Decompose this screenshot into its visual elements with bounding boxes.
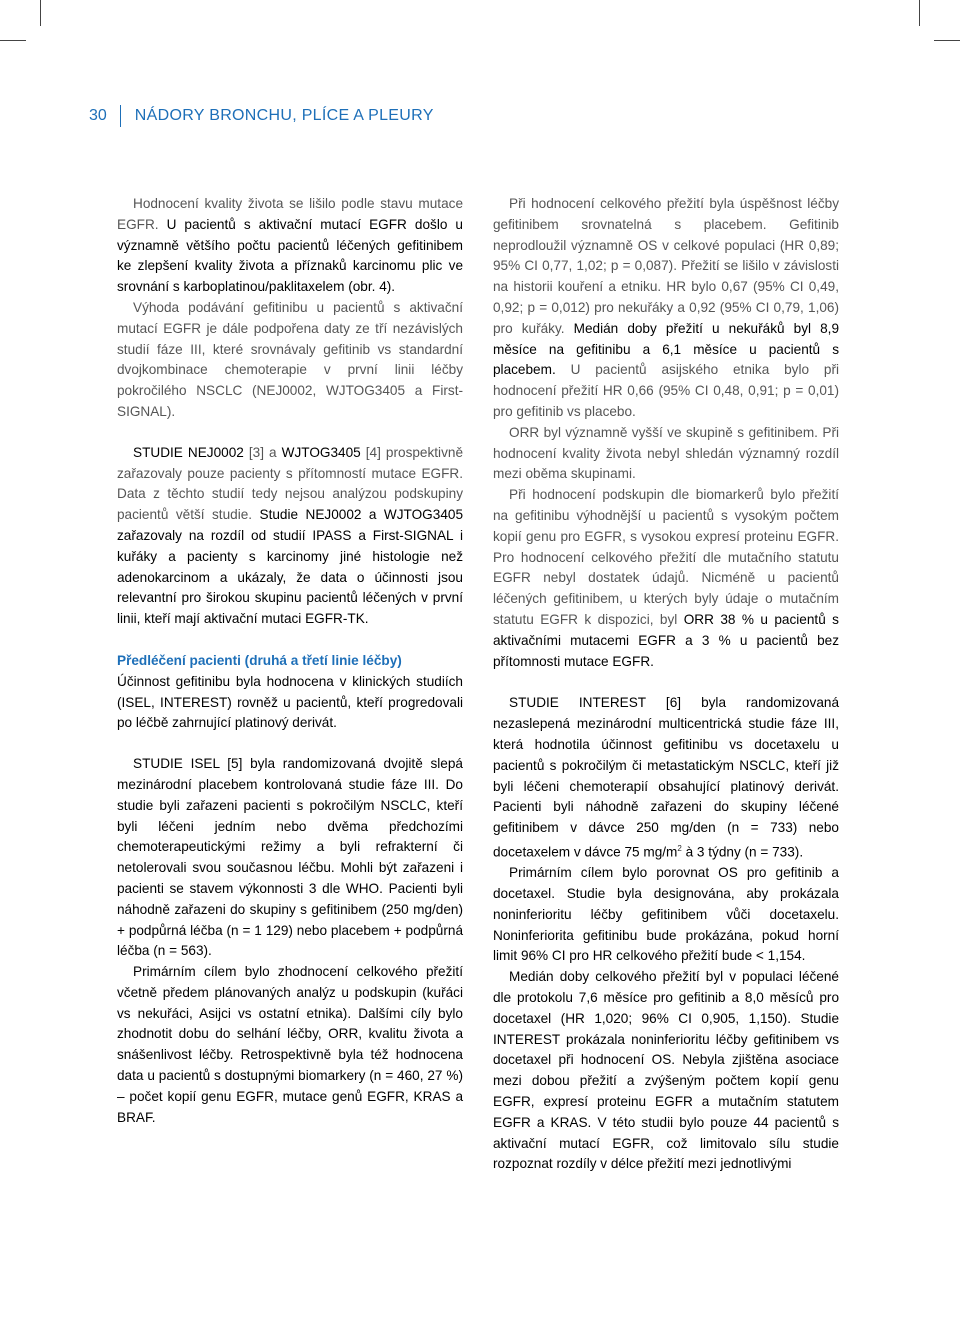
header-divider	[120, 105, 121, 127]
crop-mark-top-left-h	[0, 40, 26, 41]
study-name-isel: STUDIE ISEL	[133, 756, 220, 772]
study-name-interest: STUDIE INTEREST	[509, 695, 646, 711]
text-span: [5] byla randomizovaná dvojitě slepá mezinárodní placebem kontrolovaná studie fáze III. Do studie byli zařazeni pacienti s pokročilým NSCLC, kteří byli léčeni jedním nebo dvěma předchozími chemoterapeutickými režimy a byli refrakterní či netolerovali svou současnou léčbu. Mohli být zařazeni i pacienti se stavem výkonnosti 3 dle WHO. Pacienti byli náhodně zařazeni do skupiny s gefitinibem (250 mg/den) + podpůrná léčba (n = 1 129) nebo placebem + podpůrná léčba (n = 563).	[117, 756, 463, 959]
paragraph-interest	[493, 693, 839, 863]
text-span: Při hodnocení podskupin dle biomarkerů bylo přežití na gefitinibu výhodnější u pacientů s vysokým počtem kopií genu pro EGFR, s vysokou expresí proteinu EGFR. Pro hodnocení celkového přežití dle mutačního statutu EGFR nebyl dostatek údajů. Nicméně u pacientů léčených gefitinibem, u kterých byly údaje o mutačním statutu EGFR k dispozici, byl	[493, 487, 839, 627]
left-column	[117, 194, 463, 1128]
paragraph-overall-survival	[493, 194, 839, 423]
text-span: Hodnocení kvality života se lišilo podle stavu mutace EGFR.	[117, 196, 463, 232]
text-span: Při hodnocení celkového přežití byla úspěšnost léčby gefitinibem srovnatelná s placebem.	[493, 196, 839, 232]
paragraph-median-survival: Medián doby celkového přežití byl v populaci léčené dle protokolu 7,6 měsíce pro gefitinib a 8,0 měsíců pro docetaxel (HR 1,020; 96% CI 0,905, 1,150). Studie INTEREST prokázala noninferioritu léčby gefitinibem vs docetaxel při hodnocení OS. Nebyla zjištěna asociace mezi dobou přežití a zvýšeným počtem kopií genu EGFR, expresí proteinu EGFR a mutačním statutem EGFR a KRAS. V této studii bylo pouze 44 pacientů s aktivační mutací EGFR, což limitovalo sílu studie rozpoznat rozdíly v délce přežití mezi jednotlivými	[493, 969, 839, 1172]
text-span: [6] byla randomizovaná nezaslepená mezinárodní multicentrická studie fáze III, která hodnotila účinnost gefitinibu vs docetaxelu u pacientů s pokročilým či metastatickým NSCLC, kteří již byli léčeni chemoterapií obsahující platinový derivát. Pacienti byli náhodně zařazeni do skupiny léčené gefitinibem v dávce 250 mg/den (n = 733) nebo docetaxelem v dávce 75 mg/m	[493, 695, 839, 860]
crop-mark-top-right	[919, 0, 920, 26]
page-number: 30	[89, 107, 107, 124]
paragraph-efficacy: Účinnost gefitinibu byla hodnocena v klinických studiích (ISEL, INTEREST) rovněž u pacientů, kteří progredovali po léčbě zahrnující platinový derivát.	[117, 673, 463, 731]
running-header	[89, 104, 434, 128]
right-column	[493, 194, 839, 1175]
superscript: 2	[677, 843, 682, 853]
study-name-wjtog3405: WJTOG3405	[281, 444, 361, 460]
paragraph-nej0002	[117, 443, 463, 630]
paragraph-primary-goal-interest: Primárním cílem bylo porovnat OS pro gefitinib a docetaxel. Studie byla designována, aby prokázala noninferioritu léčby gefitinibem vůči docetaxelu. Noninferiorita gefitinibu bude prokázána, pokud horní limit 96% CI pro HR celkového přežití bude < 1,154.	[493, 865, 839, 964]
paragraph-primary-goal: Primárním cílem bylo zhodnocení celkového přežití včetně předem plánovaných analýz u podskupin (kuřáci vs nekuřáci, Asijci vs ostatní etnika). Dalšími cíly bylo zhodnotit dobu do selhání léčby, ORR, kvalitu života a snášenlivost léčby. Retrospektivně byla též hodnocena data u pacientů s dostupnými biomarkery (n = 460, 27 %) – počet kopií genu EGFR, mutace genů EGFR, KRAS a BRAF.	[117, 964, 463, 1125]
paragraph-orr: ORR byl významně vyšší ve skupině s gefitinibem. Při hodnocení kvality života nebyl shledán významný rozdíl mezi oběma skupinami.	[493, 424, 839, 482]
paragraph-quality-of-life	[117, 194, 463, 298]
text-span-emphasis: Medián doby přežití u nekuřáků byl 8,9 měsíce na gefitinibu a 6,1 měsíce u pacientů s placebem.	[493, 320, 840, 378]
crop-mark-top-left	[40, 0, 41, 26]
text-span: HR bylo 0,67 (95% CI 0,49, 0,92; p = 0,012) pro nekuřáky a 0,92 (95% CI 0,79, 1,06) pro kuřáky.	[493, 279, 839, 336]
text-span: [3] a	[243, 444, 282, 460]
text-span: à 3 týdny (n = 733).	[681, 844, 804, 860]
paragraph-advantage: Výhoda podávání gefitinibu u pacientů s aktivační mutací EGFR je dále podpořena daty ze tří nezávislých studií fáze III, které srovnávaly gefitinib vs standardní dvojkombinace chemoterapie v první linii léčby pokročilého NSCLC (NEJ0002, WJTOG3405 a First-SIGNAL).	[117, 299, 463, 419]
text-span-emphasis: Studie NEJ0002 a WJTOG3405 zařazovaly na rozdíl od studií IPASS a First-SIGNAL i kuřáky a pacienty s karcinomy jiné histologie než adenokarcinom a ukázaly, že data o účinnosti jsou relevantní pro širokou skupinu pacientů léčených v první linii, kteří mají aktivační mutaci EGFR-TK.	[117, 507, 464, 627]
paragraph-biomarkers	[493, 485, 839, 672]
text-span: Přežití se lišilo v závislosti na historii kouření a etniku.	[493, 258, 839, 295]
text-span-emphasis: U pacientů s aktivační mutací EGFR došlo u významně většího počtu pacientů léčených gefitinibem ke zlepšení kvality života a příznaků karcinomu plic ve srovnání s karboplatinou/paklitaxelem (obr. 4).	[117, 216, 463, 295]
text-span: [4] prospektivně zařazovaly pouze pacienty s přítomností mutace EGFR. Data z těchto studií tedy nejsou analýzou podskupiny pacientů větší studie.	[117, 444, 463, 523]
section-title: NÁDORY BRONCHU, PLÍCE A PLEURY	[134, 107, 434, 124]
subheading-pretreated: Předléčení pacienti (druhá a třetí linie léčby)	[117, 652, 402, 668]
text-span: U pacientů asijského etnika bylo při hodnocení přežití HR 0,66 (95% CI 0,48, 0,91; p = 0,01) pro gefitinib vs placebo.	[493, 362, 839, 419]
text-span: Gefitinib neprodloužil významně OS v celkové populaci (HR 0,89; 95% CI 0,77, 1,02; p = 0,087).	[493, 216, 839, 274]
study-name-nej0002: STUDIE NEJ0002	[133, 444, 244, 460]
crop-mark-top-right-h	[934, 40, 960, 41]
paragraph-isel	[117, 754, 463, 962]
text-span-emphasis: ORR 38 % u pacientů s aktivačními mutacemi EGFR a 3 % u pacientů bez přítomnosti mutace EGFR.	[493, 611, 839, 669]
